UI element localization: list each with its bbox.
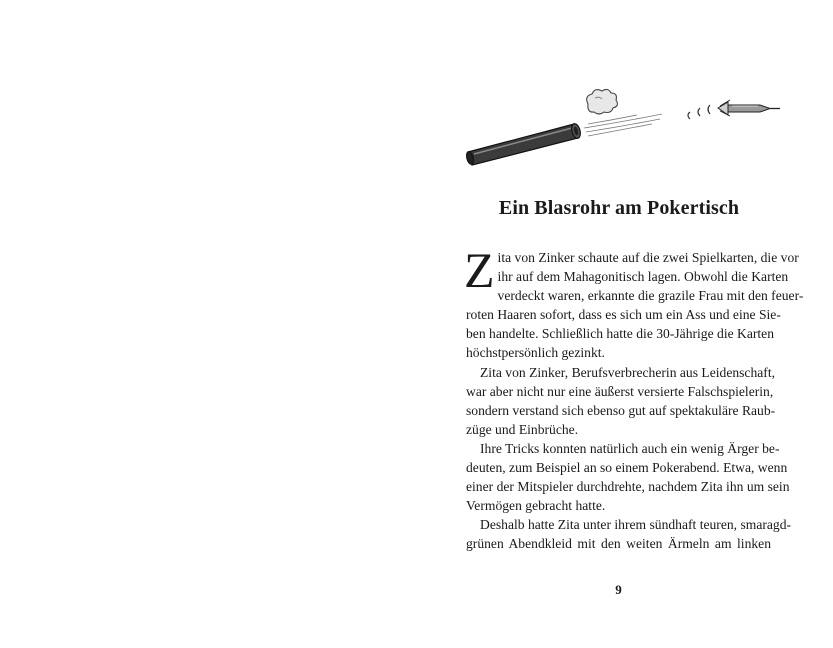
text-line: deuten, zum Beispiel an so einem Pokerabend. Etwa, wenn: [466, 460, 788, 476]
text-line: einer der Mitspieler durchdrehte, nachdem Zita ihn um sein: [466, 479, 790, 495]
chapter-body: [464, 242, 804, 554]
drop-cap: Z: [464, 242, 495, 298]
text-line: Vermögen gebracht hatte.: [466, 498, 606, 514]
text-line: sondern verstand sich ebenso gut auf spektakuläre Raub-: [466, 402, 776, 418]
dart-icon: [718, 100, 780, 116]
text-line: Ihre Tricks konnten natürlich auch ein wenig Ärger be-: [480, 440, 780, 456]
text-line: verdeckt waren, erkannte die grazile Frau mit den feuer-: [497, 288, 804, 304]
smoke-puff-icon: [587, 89, 618, 114]
text-line: Zita von Zinker, Berufsverbrecherin aus Leidenschaft,: [480, 364, 776, 380]
text-line: Deshalb hatte Zita unter ihrem sündhaft teuren, smaragd-: [480, 517, 792, 533]
motion-lines-icon: [584, 114, 662, 136]
text-line: züge und Einbrüche.: [466, 421, 579, 437]
text-line: war aber nicht nur eine äußerst versierte Falschspielerin,: [466, 383, 774, 399]
text-line: höchstpersönlich gezinkt.: [466, 345, 605, 361]
text-line: ihr auf dem Mahagonitisch lagen. Obwohl die Karten: [497, 269, 789, 285]
left-page-blank: [0, 0, 416, 648]
blowpipe-dart-illustration: [462, 88, 782, 178]
text-line: ita von Zinker schaute auf die zwei Spielkarten, die vor: [497, 250, 799, 265]
text-line: roten Haaren sofort, dass es sich um ein Ass und eine Sie-: [466, 307, 781, 323]
text-line: ben handelte. Schließlich hatte die 30-Jährige die Karten: [466, 326, 775, 342]
chapter-title: Ein Blasrohr am Pokertisch: [498, 197, 740, 219]
text-line: grünen Abendkleid mit den weiten Ärmeln am linken: [466, 536, 771, 552]
blowpipe-icon: [465, 123, 582, 165]
page-number: 9: [615, 582, 622, 597]
dart-trail-icon: [688, 105, 710, 119]
